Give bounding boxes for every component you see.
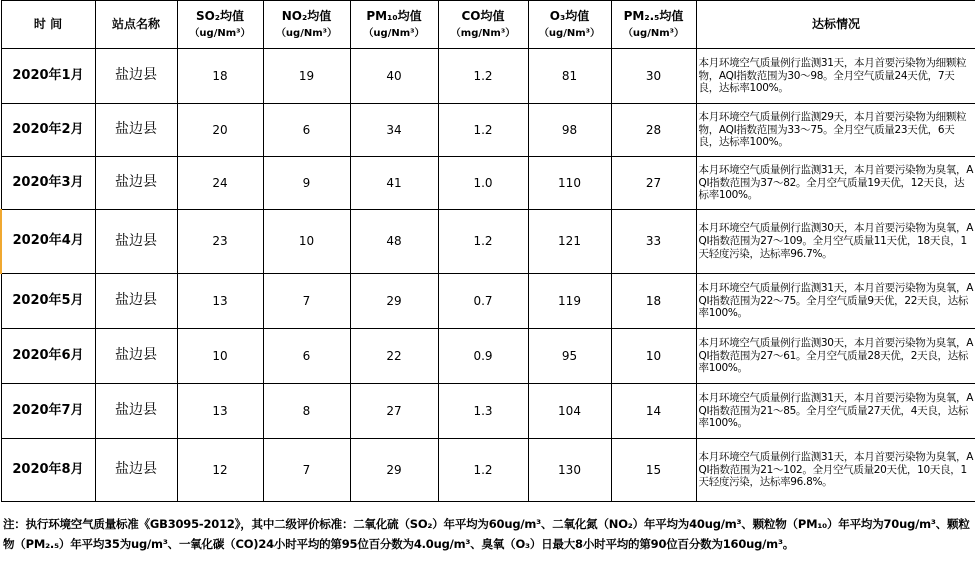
cell-o3: 119	[528, 274, 611, 329]
cell-so2: 24	[177, 157, 263, 210]
cell-o3: 95	[528, 329, 611, 384]
cell-co: 0.7	[438, 274, 528, 329]
cell-no2: 10	[263, 210, 350, 274]
cell-pm25: 33	[611, 210, 696, 274]
pm10-label: PM₁₀均值	[366, 8, 422, 23]
cell-site: 盐边县	[95, 329, 177, 384]
cell-time: 2020年3月	[1, 157, 95, 210]
col-header-o3	[528, 1, 611, 49]
cell-no2: 7	[263, 274, 350, 329]
cell-status: 本月环境空气质量例行监测31天，本月首要污染物为细颗粒物，AQI指数范围为30～98。全月空气质量24天优，7天良，达标率100%。	[696, 49, 975, 104]
cell-time: 2020年6月	[1, 329, 95, 384]
cell-co: 1.2	[438, 439, 528, 502]
col-header-pm25	[611, 1, 696, 49]
cell-pm25: 15	[611, 439, 696, 502]
cell-pm10: 34	[350, 104, 438, 157]
table-row	[1, 329, 975, 384]
cell-co: 1.3	[438, 384, 528, 439]
no2-unit: （ug/Nm³）	[275, 27, 338, 39]
o3-unit: （ug/Nm³）	[538, 27, 601, 39]
cell-o3: 81	[528, 49, 611, 104]
cell-so2: 13	[177, 274, 263, 329]
cell-no2: 7	[263, 439, 350, 502]
cell-pm25: 14	[611, 384, 696, 439]
cell-so2: 12	[177, 439, 263, 502]
cell-time: 2020年1月	[1, 49, 95, 104]
cell-pm10: 40	[350, 49, 438, 104]
so2-unit: （ug/Nm³）	[189, 27, 251, 39]
cell-o3: 104	[528, 384, 611, 439]
cell-so2: 18	[177, 49, 263, 104]
cell-time: 2020年8月	[1, 439, 95, 502]
table-row	[1, 439, 975, 502]
cell-status: 本月环境空气质量例行监测29天，本月首要污染物为细颗粒物，AQI指数范围为33～75。全月空气质量23天优，6天良，达标率100%。	[696, 104, 975, 157]
cell-pm10: 27	[350, 384, 438, 439]
cell-o3: 98	[528, 104, 611, 157]
cell-no2: 6	[263, 104, 350, 157]
table-row	[1, 157, 975, 210]
col-header-so2	[177, 1, 263, 49]
cell-pm25: 27	[611, 157, 696, 210]
cell-status: 本月环境空气质量例行监测31天，本月首要污染物为臭氧，AQI指数范围为21～102。全月空气质量20天优，10天良，1天轻度污染，达标率96.8%。	[696, 439, 975, 502]
cell-no2: 8	[263, 384, 350, 439]
cell-pm10: 41	[350, 157, 438, 210]
cell-so2: 23	[177, 210, 263, 274]
cell-o3: 110	[528, 157, 611, 210]
cell-o3: 121	[528, 210, 611, 274]
cell-status: 本月环境空气质量例行监测31天，本月首要污染物为臭氧，AQI指数范围为21～85。全月空气质量27天优，4天良，达标率100%。	[696, 384, 975, 439]
cell-pm10: 29	[350, 439, 438, 502]
cell-so2: 20	[177, 104, 263, 157]
cell-co: 0.9	[438, 329, 528, 384]
so2-label: SO₂均值	[195, 8, 245, 23]
cell-co: 1.2	[438, 104, 528, 157]
header-row	[1, 1, 975, 49]
cell-pm10: 22	[350, 329, 438, 384]
standard-footnote: 注：执行环境空气质量标准《GB3095-2012》，其中二级评价标准：二氧化硫（SO₂）年平均为60ug/m³、二氧化氮（NO₂）年平均为40ug/m³、颗粒物（PM₁₀）年平均为70ug/m³、颗粒物（PM₂.₅）年平均35为ug/m³、一氧化碳（CO)24小时平均的第95位百分数为4.0ug/m³、臭氧（O₃）日最大8小时平均的第90位百分数为160ug/m³。	[3, 517, 970, 551]
table-row	[1, 210, 975, 274]
cell-pm25: 28	[611, 104, 696, 157]
cell-site: 盐边县	[95, 104, 177, 157]
cell-pm10: 48	[350, 210, 438, 274]
cell-status: 本月环境空气质量例行监测30天，本月首要污染物为臭氧，AQI指数范围为27～109。全月空气质量11天优，18天良，1天轻度污染，达标率96.7%。	[696, 210, 975, 274]
cell-no2: 9	[263, 157, 350, 210]
cell-pm25: 30	[611, 49, 696, 104]
pm25-unit: （ug/Nm³）	[622, 27, 685, 39]
col-header-time: 时 间	[1, 1, 95, 49]
cell-so2: 10	[177, 329, 263, 384]
cell-co: 1.2	[438, 210, 528, 274]
cell-time: 2020年4月	[1, 210, 95, 274]
cell-site: 盐边县	[95, 49, 177, 104]
pm10-unit: （ug/Nm³）	[363, 27, 425, 39]
cell-o3: 130	[528, 439, 611, 502]
co-unit: （mg/Nm³）	[450, 27, 516, 39]
cell-site: 盐边县	[95, 210, 177, 274]
no2-label: NO₂均值	[281, 8, 332, 23]
cell-pm25: 18	[611, 274, 696, 329]
cell-pm25: 10	[611, 329, 696, 384]
table-row	[1, 384, 975, 439]
cell-status: 本月环境空气质量例行监测31天，本月首要污染物为臭氧，AQI指数范围为22～75。全月空气质量9天优，22天良，达标率100%。	[696, 274, 975, 329]
cell-time: 2020年7月	[1, 384, 95, 439]
cell-no2: 19	[263, 49, 350, 104]
co-label: CO均值	[461, 8, 505, 23]
cell-co: 1.2	[438, 49, 528, 104]
cell-site: 盐边县	[95, 384, 177, 439]
cell-status: 本月环境空气质量例行监测31天，本月首要污染物为臭氧，AQI指数范围为37～82。全月空气质量19天优，12天良，达标率100%。	[696, 157, 975, 210]
table-row	[1, 49, 975, 104]
cell-site: 盐边县	[95, 274, 177, 329]
col-header-co	[438, 1, 528, 49]
cell-time: 2020年2月	[1, 104, 95, 157]
col-header-site: 站点名称	[95, 1, 177, 49]
col-header-pm10	[350, 1, 438, 49]
cell-time: 2020年5月	[1, 274, 95, 329]
cell-status: 本月环境空气质量例行监测30天，本月首要污染物为臭氧，AQI指数范围为27～61。全月空气质量28天优，2天良，达标率100%。	[696, 329, 975, 384]
cell-site: 盐边县	[95, 157, 177, 210]
cell-co: 1.0	[438, 157, 528, 210]
cell-so2: 13	[177, 384, 263, 439]
table-row	[1, 104, 975, 157]
pm25-label: PM₂.₅均值	[623, 8, 684, 23]
col-header-no2	[263, 1, 350, 49]
cell-no2: 6	[263, 329, 350, 384]
o3-label: O₃均值	[549, 8, 590, 23]
cell-site: 盐边县	[95, 439, 177, 502]
cell-pm10: 29	[350, 274, 438, 329]
table-row	[1, 274, 975, 329]
col-header-status: 达标情况	[696, 1, 975, 49]
